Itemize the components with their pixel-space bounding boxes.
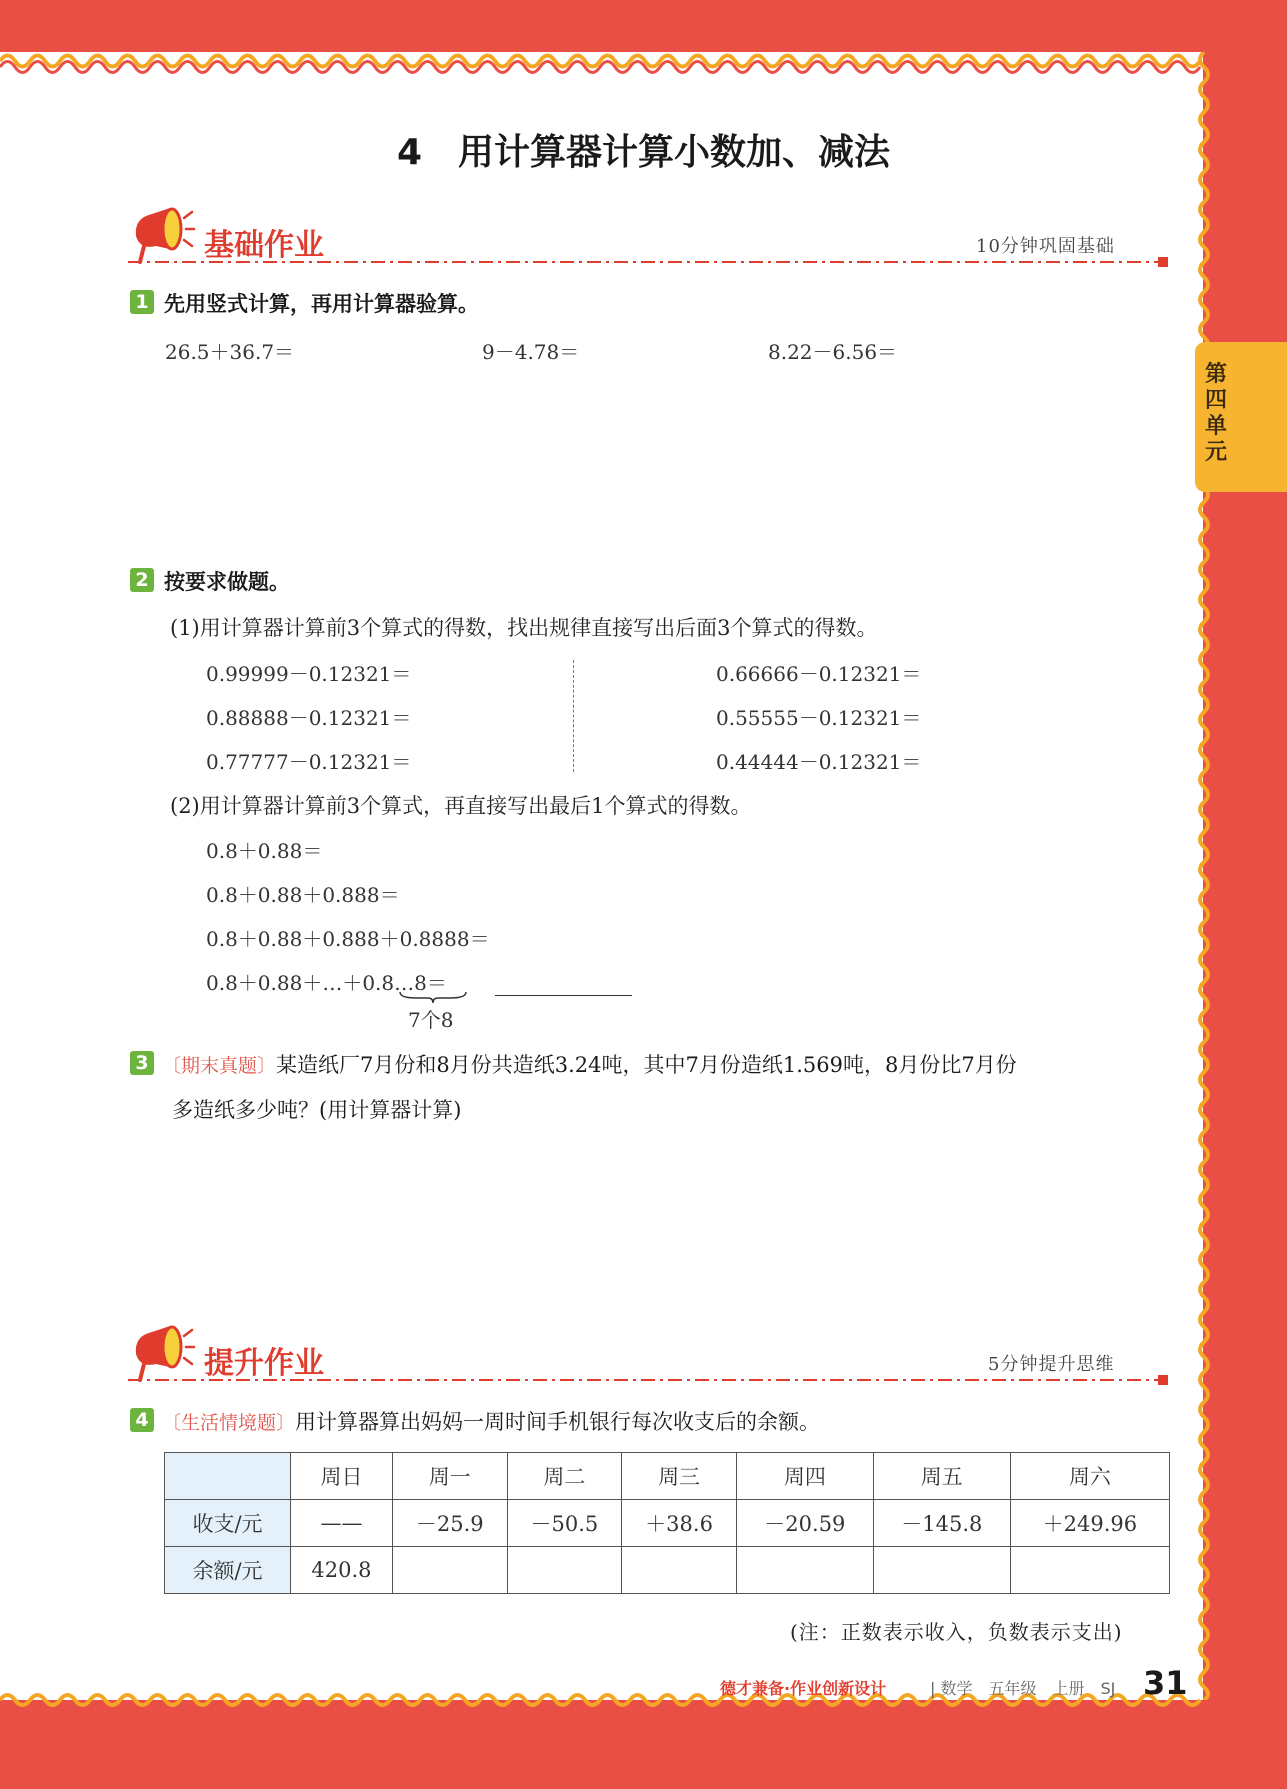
question-3-line2: 多造纸多少吨？(用计算器计算) [172,1098,462,1122]
table-cell: －25.9 [392,1500,507,1547]
section-divider-advanced [128,1374,1170,1386]
q2-right-expression-1: 0.66666－0.12321＝ [716,662,922,686]
table-row-income [165,1500,1170,1547]
table-header-cell: 周三 [622,1453,737,1500]
row-label-income: 收支/元 [165,1500,291,1547]
answer-blank[interactable] [495,995,632,996]
question-1-text: 先用竖式计算，再用计算器验算。 [164,292,479,316]
table-header-cell: 周四 [736,1453,873,1500]
question-number-4: 4 [130,1408,154,1432]
q2-part2-expression-1: 0.8＋0.88＝ [206,839,323,863]
question-3-text: 某造纸厂7月份和8月份共造纸3.24吨，其中7月份造纸1.569吨，8月份比7月份 [276,1053,1017,1077]
section-subtitle-basic: 10分钟巩固基础 [976,236,1115,257]
right-wavy-border [1196,52,1218,1700]
footer-info: | 数学 五年级 上册 SJ [930,1679,1116,1698]
q1-expression-3: 8.22－6.56＝ [768,340,898,364]
question-number-2: 2 [130,568,154,592]
table-cell: —— [291,1500,393,1547]
table-cell: 420.8 [291,1547,393,1594]
question-4-tag: 〔生活情境题〕 [162,1412,296,1434]
table-cell-answer[interactable] [507,1547,622,1594]
table-cell: －145.8 [873,1500,1010,1547]
top-wavy-border [0,48,1203,74]
row-label-balance: 余额/元 [165,1547,291,1594]
table-cell-answer[interactable] [622,1547,737,1594]
q2-left-expression-3: 0.77777－0.12321＝ [206,750,412,774]
q2-part2-expression-2: 0.8＋0.88＋0.888＝ [206,883,400,907]
table-cell-answer[interactable] [392,1547,507,1594]
question-number-3: 3 [130,1051,154,1075]
table-cell: －20.59 [736,1500,873,1547]
q2-part2-text: (2)用计算器计算前3个算式，再直接写出最后1个算式的得数。 [170,794,752,818]
section-title-basic: 基础作业 [204,228,324,263]
question-4-line [162,1406,820,1436]
table-corner-cell [165,1453,291,1500]
table-cell-answer[interactable] [873,1547,1010,1594]
table-note: (注：正数表示收入，负数表示支出) [790,1620,1123,1644]
q2-left-expression-2: 0.88888－0.12321＝ [206,706,412,730]
page-title: 4 用计算器计算小数加、减法 [396,132,891,173]
table-header-row [165,1453,1170,1500]
column-divider [573,660,574,772]
question-number-1: 1 [130,290,154,314]
table-header-cell: 周六 [1010,1453,1169,1500]
q2-part2-expression-3: 0.8＋0.88＋0.888＋0.8888＝ [206,927,490,951]
table-cell: ＋38.6 [622,1500,737,1547]
question-4-text: 用计算器算出妈妈一周时间手机银行每次收支后的余额。 [295,1410,821,1434]
section-title-advanced: 提升作业 [204,1346,324,1381]
q2-right-expression-2: 0.55555－0.12321＝ [716,706,922,730]
q1-expression-1: 26.5＋36.7＝ [165,340,295,364]
brace-label: 7个8 [408,1008,454,1032]
table-row-balance [165,1547,1170,1594]
table-header-cell: 周二 [507,1453,622,1500]
q2-part1-text: (1)用计算器计算前3个算式的得数，找出规律直接写出后面3个算式的得数。 [170,616,878,640]
balance-table [164,1452,1170,1594]
table-cell-answer[interactable] [736,1547,873,1594]
table-header-cell: 周日 [291,1453,393,1500]
table-cell: ＋249.96 [1010,1500,1169,1547]
table-cell: －50.5 [507,1500,622,1547]
q1-expression-2: 9－4.78＝ [482,340,580,364]
q2-right-expression-3: 0.44444－0.12321＝ [716,750,922,774]
q2-part2-expression-4: 0.8＋0.88＋…＋0.8…8＝ [206,971,447,995]
table-header-cell: 周五 [873,1453,1010,1500]
q2-left-expression-1: 0.99999－0.12321＝ [206,662,412,686]
question-2-text: 按要求做题。 [164,570,290,594]
question-3-line1 [162,1049,1017,1079]
underbrace [398,990,468,1004]
unit-tab-label: 第四单元 [1204,362,1227,465]
footer-brand: 德才兼备·作业创新设计 [720,1679,887,1698]
section-subtitle-advanced: 5分钟提升思维 [988,1354,1115,1375]
question-3-tag: 〔期末真题〕 [162,1055,277,1077]
section-divider-basic [128,256,1170,268]
page-number: 31 [1143,1664,1188,1702]
table-cell-answer[interactable] [1010,1547,1169,1594]
table-header-cell: 周一 [392,1453,507,1500]
